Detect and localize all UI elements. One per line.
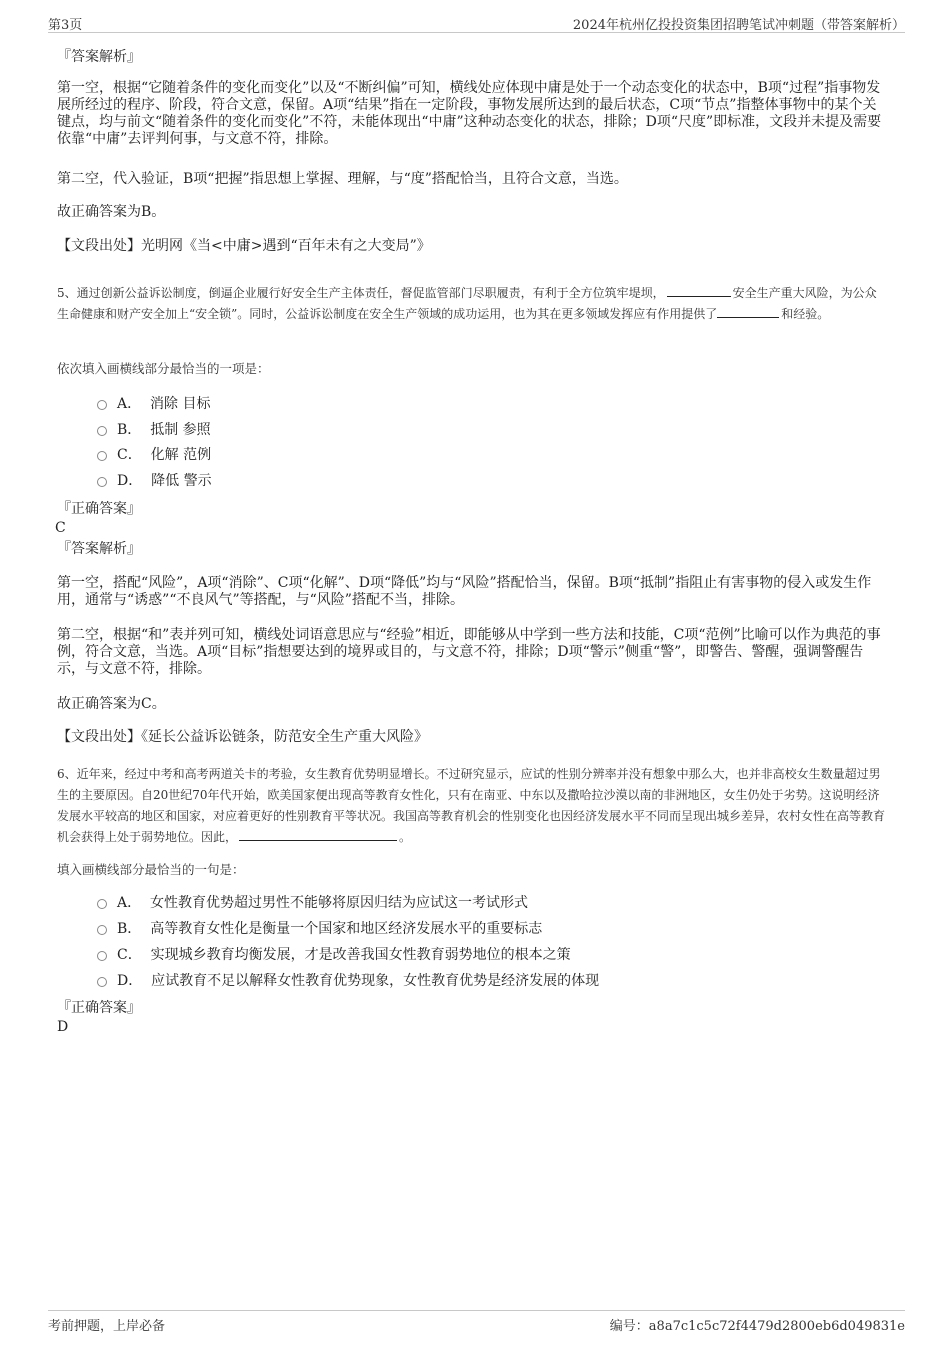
radio-icon[interactable] <box>97 400 107 410</box>
option-text: 女性教育优势超过男性不能够将原因归结为应试这一考试形式 <box>150 895 529 911</box>
option-key: C． <box>117 947 142 963</box>
q5-option-c[interactable] <box>97 446 211 464</box>
radio-icon[interactable] <box>97 899 107 909</box>
option-text: 消除 目标 <box>150 396 211 412</box>
document-title: 2024年杭州亿投投资集团招聘笔试冲刺题（带答案解析） <box>572 18 905 33</box>
option-key: A． <box>117 895 142 911</box>
q5-option-a[interactable] <box>97 395 210 413</box>
q6-option-d[interactable] <box>97 972 599 990</box>
option-key: B． <box>117 422 142 438</box>
q5-text-part-c: 和经验。 <box>781 307 830 321</box>
page-header <box>48 12 905 33</box>
q5-explain-p2: 第二空，根据“和”表并列可知，横线处词语意思应与“经验”相近，即能够从中学到一些方法和技能，C项“范例”比喻可以作为典范的事例，符合文意，当选。A项“目标”指想要达到的境界或目的，与文意不符，排除；D项“警示”侧重“警”，即警告、警醒，强调警醒告示，与文意不符，排除。 <box>57 627 881 677</box>
option-key: D． <box>117 973 143 989</box>
q6-option-a[interactable] <box>97 894 528 912</box>
option-key: D． <box>117 473 143 489</box>
option-key: B． <box>117 921 142 937</box>
document-id: 编号：a8a7c1c5c72f4479d2800eb6d049831e <box>609 1319 905 1334</box>
q5-answer-heading: 『正确答案』 <box>57 501 141 517</box>
option-text: 应试教育不足以解释女性教育优势现象，女性教育优势是经济发展的体现 <box>151 973 600 989</box>
q5-explain-heading: 『答案解析』 <box>57 541 141 557</box>
q5-source: 【文段出处】《延长公益诉讼链条，防范安全生产重大风险》 <box>57 729 428 745</box>
option-text: 化解 范例 <box>150 447 212 463</box>
option-text: 降低 警示 <box>151 473 212 489</box>
q6-question-text <box>57 764 887 848</box>
q5-prompt: 依次填入画横线部分最恰当的一项是： <box>57 361 270 376</box>
q6-answer-heading: 『正确答案』 <box>57 1000 141 1016</box>
radio-icon[interactable] <box>97 477 107 487</box>
option-text: 实现城乡教育均衡发展，才是改善我国女性教育弱势地位的根本之策 <box>150 947 571 963</box>
q4-explain-heading: 『答案解析』 <box>57 49 141 65</box>
q6-prompt: 填入画横线部分最恰当的一句是： <box>57 862 245 877</box>
q5-blank-1 <box>667 284 731 297</box>
q5-option-b[interactable] <box>97 421 211 439</box>
q5-text-part-b: 安全生产重大风险，为公众生命健康和财产安全加上“安全锁”。同时，公益诉讼制度在安全生产领域的成功运用，也为其在更多领域发挥应有作用提供了 <box>57 286 877 321</box>
q5-blank-2 <box>717 305 779 318</box>
q4-source: 【文段出处】光明网《当<中庸>遇到“百年未有之大变局”》 <box>57 238 431 254</box>
q6-option-b[interactable] <box>97 920 542 938</box>
q4-answer-statement: 故正确答案为B。 <box>57 204 166 220</box>
radio-icon[interactable] <box>97 977 107 987</box>
q4-explain-p1: 第一空，根据“它随着条件的变化而变化”以及“不断纠偏”可知，横线处应体现中庸是处于一个动态变化的状态中，B项“过程”指事物发展所经过的程序、阶段，符合文意，保留。A项“结果”指在一定阶段，事物发展所达到的最后状态，C项“节点”指整体事物中的某个关键点，均与前文“随着条件的变化而变化”不符，未能体现出“中庸”这种动态变化的状态，排除；D项“尺度”即标准，文段并未提及需要依靠“中庸”去评判何事，与文意不符，排除。 <box>57 80 882 147</box>
option-key: C． <box>117 447 142 463</box>
footer-slogan: 考前押题，上岸必备 <box>48 1319 166 1334</box>
option-key: A． <box>117 396 142 412</box>
q5-option-d[interactable] <box>97 472 212 490</box>
q6-blank <box>239 828 397 841</box>
q6-option-c[interactable] <box>97 946 571 964</box>
q5-answer: C <box>55 520 66 536</box>
radio-icon[interactable] <box>97 925 107 935</box>
q5-question-text <box>57 283 887 325</box>
radio-icon[interactable] <box>97 951 107 961</box>
q6-text: 6、近年来，经过中考和高考两道关卡的考验，女生教育优势明显增长。不过研究显示，应试的性别分辨率并没有想象中那么大，也并非高校女生数量超过男生的主要原因。自20世纪70年代开始，欧美国家便出现高等教育女性化，只有在南亚、中东以及撒哈拉沙漠以南的非洲地区，女生仍处于劣势。这说明经济发展水平较高的地区和国家，对应着更好的性别教育平等状况。我国高等教育机会的性别变化也因经济发展水平不同而呈现出城乡差异，农村女性在高等教育机会获得上处于弱势地位。因此， <box>57 767 886 844</box>
page-number: 第3页 <box>48 18 83 33</box>
q5-answer-statement: 故正确答案为C。 <box>57 696 166 712</box>
q5-text-part-a: 5、通过创新公益诉讼制度，倒逼企业履行好安全生产主体责任，督促监管部门尽职履责，有利于全方位筑牢堤坝， <box>57 286 665 300</box>
q4-explain-p2: 第二空，代入验证，B项“把握”指思想上掌握、理解，与“度”搭配恰当，且符合文意，当选。 <box>57 171 628 187</box>
radio-icon[interactable] <box>97 426 107 436</box>
q6-answer: D <box>57 1019 69 1035</box>
q5-explain-p1: 第一空，搭配“风险”，A项“消除”、C项“化解”、D项“降低”均与“风险”搭配恰当，保留。B项“抵制”指阻止有害事物的侵入或发生作用，通常与“诱惑”“不良风气”等搭配，与“风险”搭配不当，排除。 <box>57 575 872 608</box>
q6-text-end: 。 <box>399 830 412 844</box>
option-text: 抵制 参照 <box>150 422 211 438</box>
radio-icon[interactable] <box>97 451 107 461</box>
page-footer <box>48 1310 905 1333</box>
option-text: 高等教育女性化是衡量一个国家和地区经济发展水平的重要标志 <box>150 921 543 937</box>
